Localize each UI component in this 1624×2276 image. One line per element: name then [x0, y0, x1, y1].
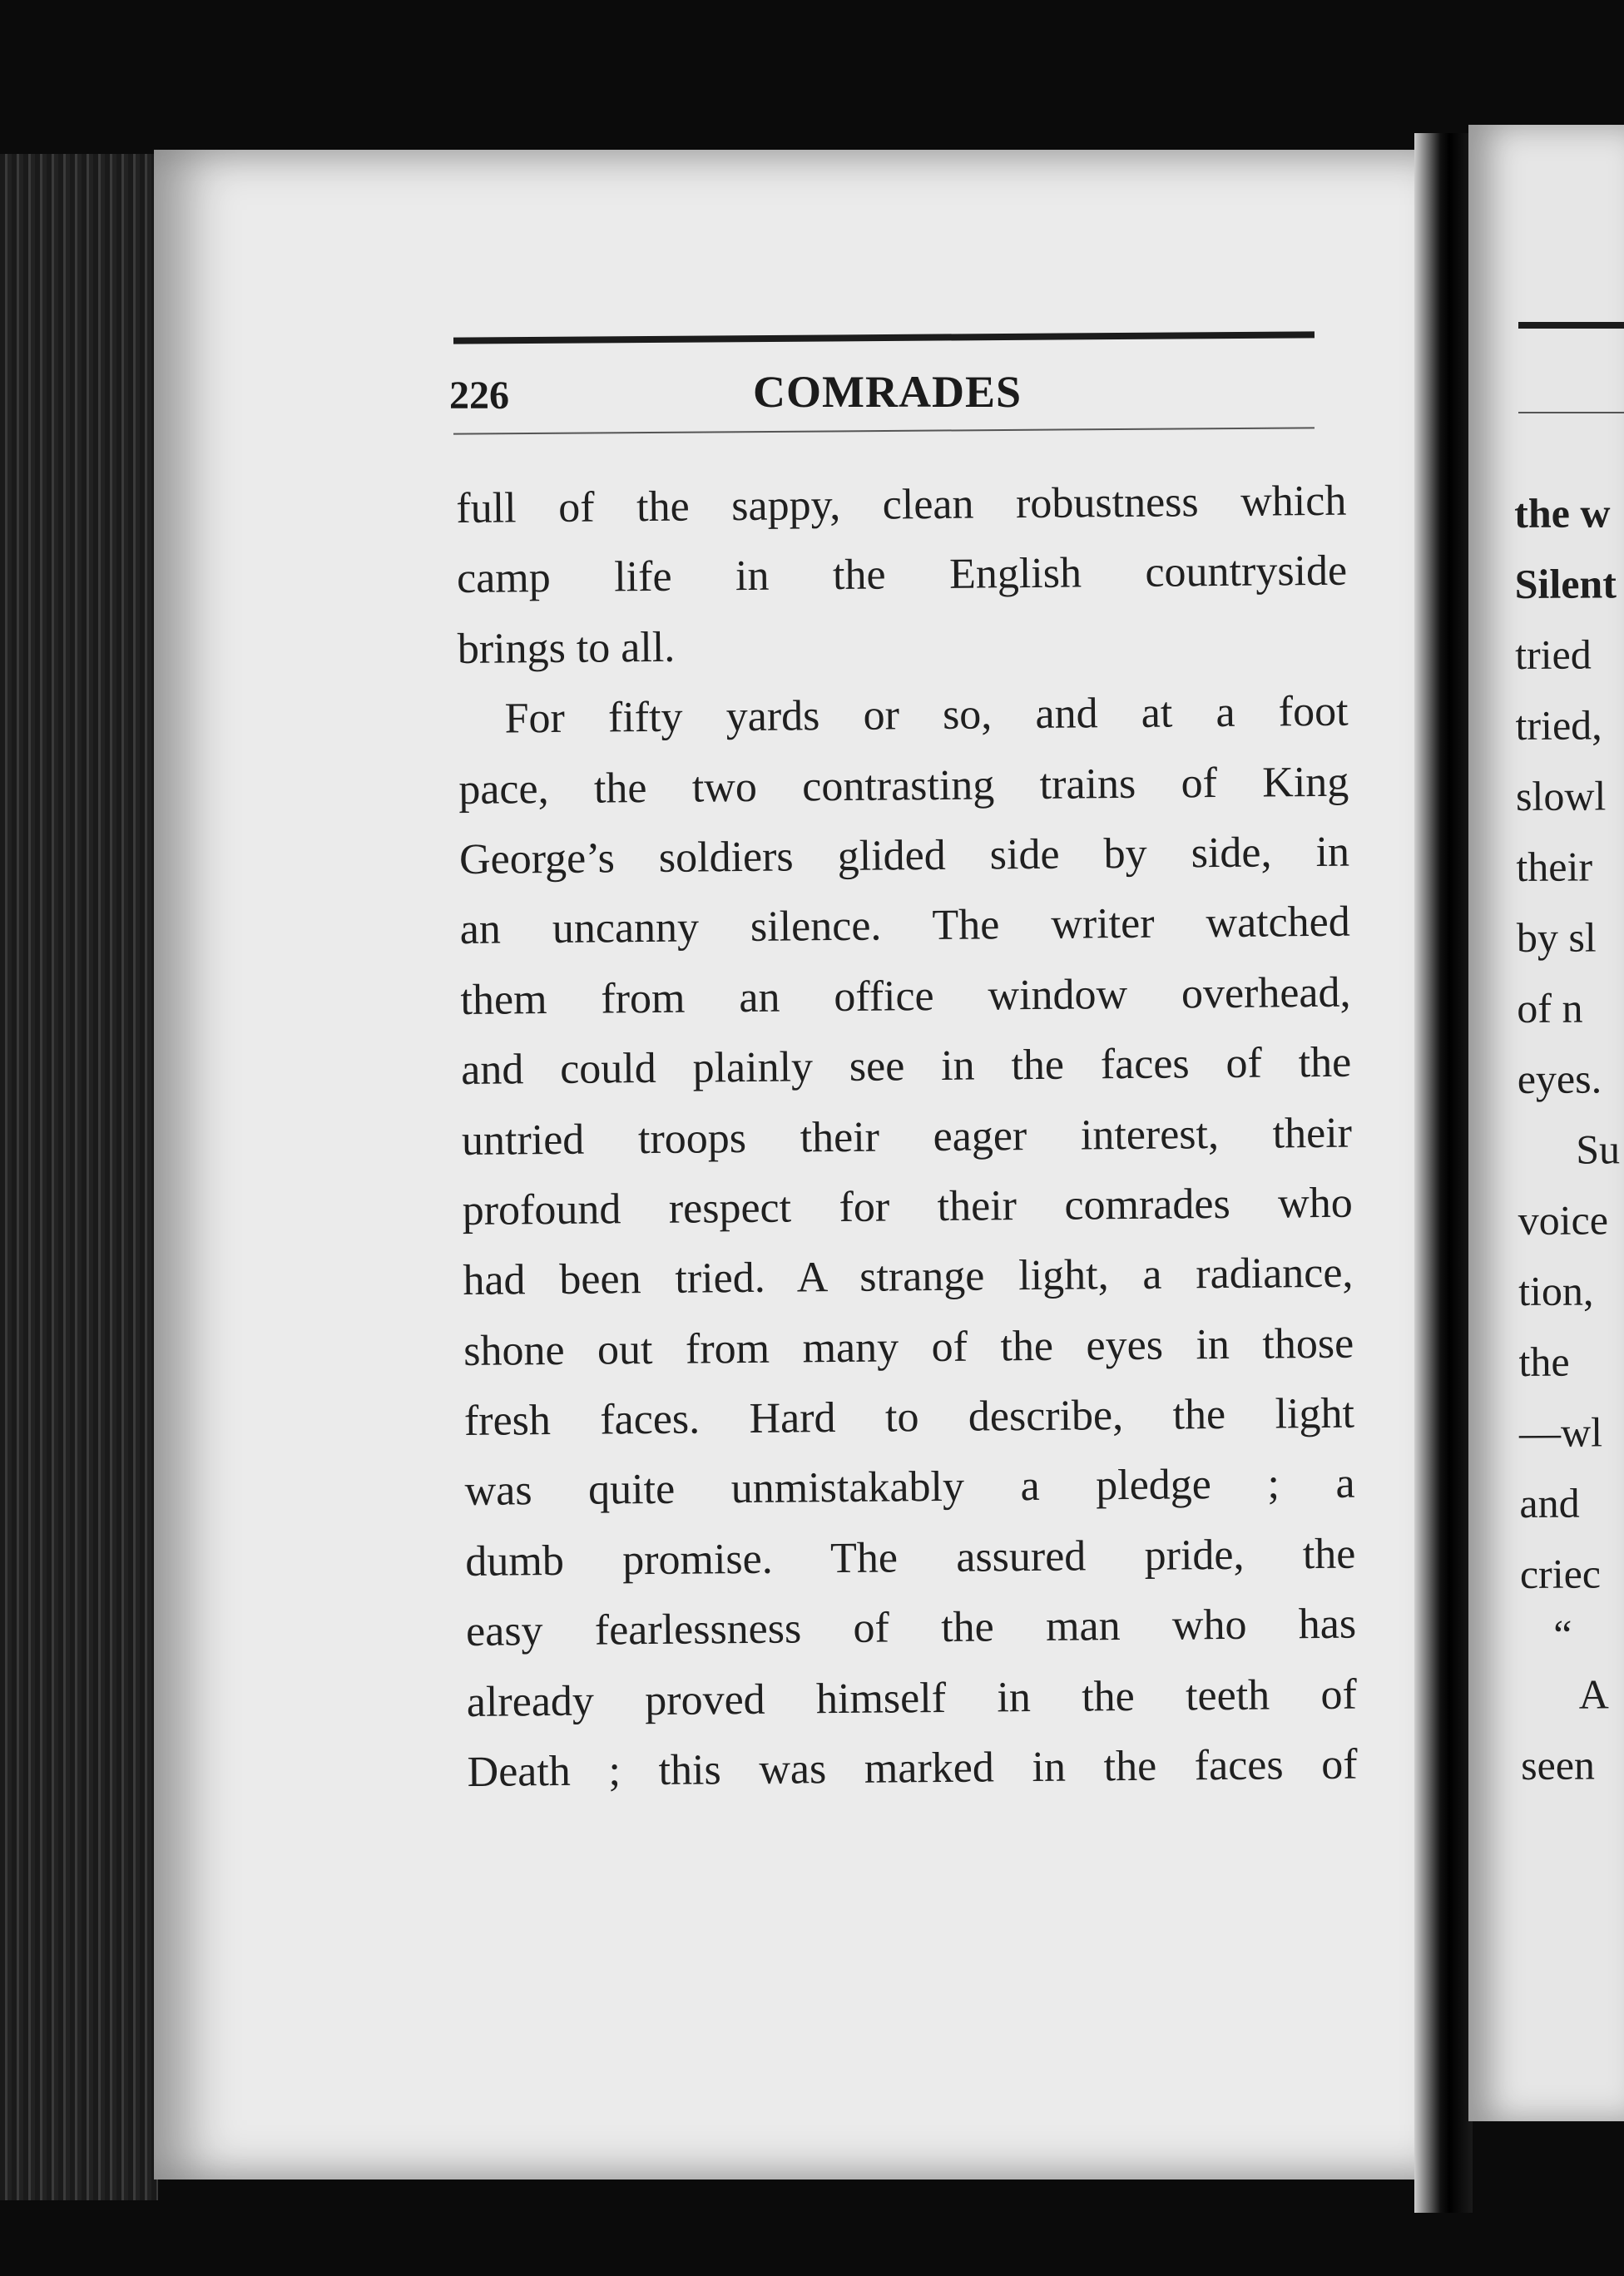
text-line: Death ; this was marked in the faces of: [467, 1740, 1358, 1796]
right-header-rule-top: [1518, 322, 1624, 329]
text-line: tried,: [1515, 701, 1602, 749]
text-line: eyes.: [1517, 1055, 1602, 1102]
text-line: tried: [1514, 631, 1592, 678]
text-line: For fifty yards or so, and at a foot: [504, 687, 1349, 743]
text-line: —wl: [1518, 1408, 1603, 1456]
text-line: their: [1516, 843, 1593, 890]
text-line: them from an office window overhead,: [460, 968, 1351, 1024]
text-line: the w: [1514, 489, 1611, 537]
text-line: slowl: [1515, 772, 1607, 819]
text-line: “: [1553, 1611, 1572, 1658]
text-line: tion,: [1518, 1267, 1594, 1314]
text-line: an uncanny silence. The writer watched: [459, 898, 1350, 954]
text-line: of n: [1517, 984, 1583, 1032]
text-line: George’s soldiers glided side by side, in: [458, 828, 1350, 883]
text-line: already proved himself in the teeth of: [466, 1670, 1358, 1726]
text-line: pace, the two contrasting trains of King: [458, 758, 1349, 814]
text-line: by sl: [1516, 913, 1597, 961]
book-page-edges: [0, 154, 158, 2200]
text-line: brings to all.: [457, 623, 676, 673]
text-line: camp life in the English countryside: [456, 547, 1348, 603]
text-line: easy fearlessness of the man who has: [465, 1600, 1357, 1656]
right-page-text: [1514, 477, 1624, 1801]
text-line: fresh faces. Hard to describe, the light: [463, 1389, 1355, 1446]
text-line: full of the sappy, clean robustness which: [456, 477, 1347, 532]
text-line: Su: [1576, 1126, 1621, 1173]
text-line: Silent: [1514, 560, 1617, 607]
text-line: and: [1519, 1479, 1580, 1526]
text-line: dumb promise. The assured pride, the: [465, 1530, 1356, 1586]
text-line: untried troops their eager interest, their: [461, 1109, 1353, 1165]
right-header-rule-bottom: [1518, 412, 1624, 413]
text-line: voice: [1518, 1196, 1609, 1244]
text-line: profound respect for their comrades who: [462, 1179, 1353, 1234]
right-page: [1468, 125, 1624, 2121]
book-gutter: [1414, 133, 1473, 2213]
text-line: and could plainly see in the faces of the: [461, 1038, 1352, 1095]
text-line: shone out from many of the eyes in those: [463, 1319, 1354, 1375]
text-line: the: [1518, 1338, 1570, 1385]
running-head: COMRADES: [753, 367, 1022, 417]
text-line: had been tried. A strange light, a radiance,: [463, 1249, 1354, 1305]
text-line: was quite unmistakably a pledge ; a: [464, 1460, 1355, 1516]
page-number: 226: [449, 374, 509, 418]
body-text: [456, 467, 1358, 1808]
text-line: criec: [1519, 1550, 1602, 1597]
text-line: seen: [1520, 1741, 1596, 1789]
text-line: A: [1578, 1670, 1609, 1718]
